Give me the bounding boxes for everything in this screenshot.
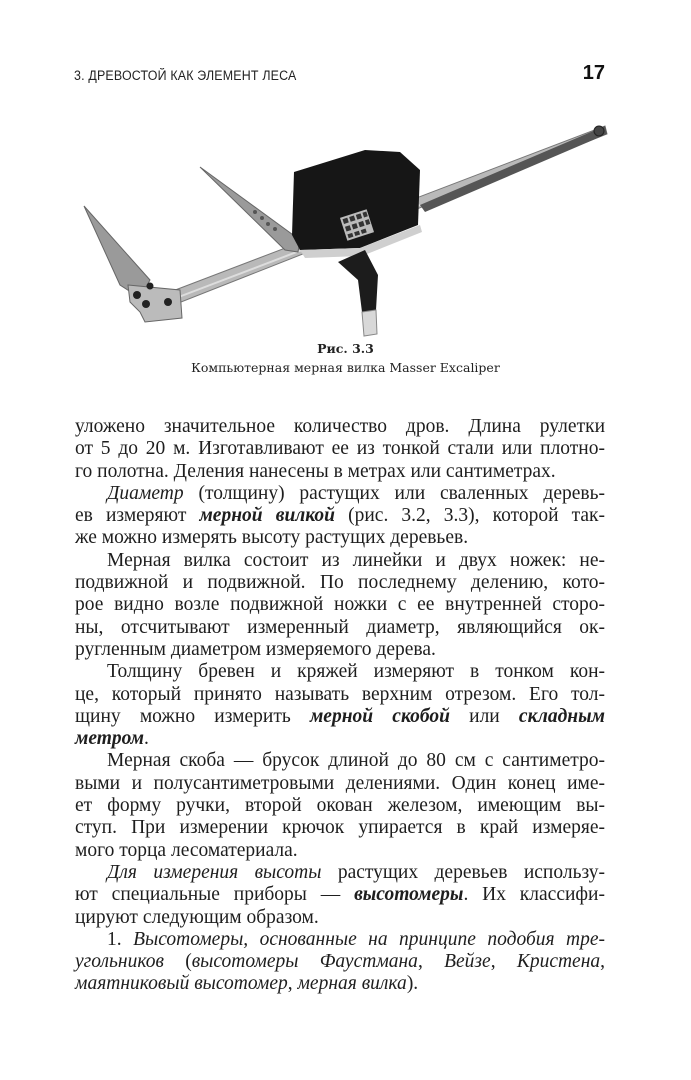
body-text bbox=[75, 416, 605, 996]
text-run: же можно измерять высоту растущих деревьев. bbox=[75, 527, 469, 549]
text-run: . Их классифи- bbox=[463, 884, 605, 906]
term-emphasis: складным bbox=[518, 705, 605, 727]
text-run: или bbox=[449, 705, 519, 727]
text-line bbox=[75, 929, 605, 951]
text-run: ет форму ручки, второй окован железом, имеющим вы- bbox=[75, 795, 605, 817]
text-run: ругленным диаметром измеряемого дерева. bbox=[75, 638, 436, 660]
text-line bbox=[75, 907, 605, 929]
text-line bbox=[75, 505, 605, 527]
text-line bbox=[75, 840, 605, 862]
text-run: растущих деревьев использу- bbox=[321, 861, 605, 883]
text-run: (толщину) растущих или сваленных деревь- bbox=[183, 482, 605, 504]
text-run: ны, отсчитывают измеренный диаметр, являющийся ок- bbox=[75, 616, 605, 638]
text-line bbox=[75, 750, 605, 772]
italic-text: высотомеры Фаустмана bbox=[191, 951, 418, 973]
text-run: Толщину бревен и кряжей измеряют в тонком кон- bbox=[107, 661, 605, 683]
fixed-jaw bbox=[84, 206, 150, 298]
text-run: го полотна. Деления нанесены в метрах или сантиметрах. bbox=[75, 460, 556, 482]
text-line bbox=[75, 438, 605, 460]
italic-text: Диаметр bbox=[107, 482, 184, 504]
text-line bbox=[75, 706, 605, 728]
movable-jaw bbox=[200, 167, 300, 252]
text-run: подвижной и подвижной. По последнему делению, кото- bbox=[75, 572, 605, 594]
text-run: , bbox=[417, 951, 445, 973]
text-line bbox=[75, 862, 605, 884]
text-run: (рис. 3.2, 3.3), которой так- bbox=[335, 505, 605, 527]
text-line bbox=[75, 639, 605, 661]
text-line bbox=[75, 884, 605, 906]
text-line bbox=[75, 973, 605, 995]
italic-text: угольников bbox=[75, 951, 164, 973]
italic-text: Для измерения высоты bbox=[107, 861, 322, 883]
text-run: це, который принято называть верхним отрезом. Его тол- bbox=[75, 683, 605, 705]
term-emphasis: мерной вилкой bbox=[199, 505, 336, 527]
term-emphasis: высотомеры bbox=[354, 884, 464, 906]
text-run: ют специальные приборы — bbox=[75, 884, 355, 906]
italic-text: Высотомеры, основанные на принципе подобия тре- bbox=[133, 928, 606, 950]
text-run: . bbox=[144, 728, 149, 750]
text-line bbox=[75, 951, 605, 973]
text-run: уложено значительное количество дров. Длина рулетки bbox=[75, 416, 605, 437]
text-run: , bbox=[490, 951, 517, 973]
text-run: от 5 до 20 м. Изготавливают ее из тонкой стали или плотно- bbox=[75, 438, 605, 460]
text-run: Мерная скоба — брусок длиной до 80 см с сантиметро- bbox=[107, 750, 605, 772]
text-run: 1. bbox=[107, 928, 134, 950]
italic-text: Кристена bbox=[516, 951, 601, 973]
page-number: 17 bbox=[582, 62, 605, 84]
text-line bbox=[75, 527, 605, 549]
text-run: ( bbox=[163, 951, 192, 973]
italic-text: мерная вилка bbox=[297, 973, 407, 995]
text-line bbox=[75, 483, 605, 505]
running-title: 3. ДРЕВОСТОЙ КАК ЭЛЕМЕНТ ЛЕСА bbox=[74, 68, 297, 83]
caliper-photo bbox=[0, 0, 691, 340]
italic-text: Вейзе bbox=[444, 951, 491, 973]
text-line bbox=[75, 795, 605, 817]
text-run: рое видно возле подвижной ножки с ее внутренней сторо- bbox=[75, 594, 605, 616]
text-line bbox=[75, 684, 605, 706]
figure-number: Рис. 3.3 bbox=[317, 341, 374, 356]
term-emphasis: метром bbox=[75, 728, 145, 750]
italic-text: маятниковый высотомер bbox=[75, 973, 288, 995]
text-run: выми и полусантиметровыми делениями. Один конец име- bbox=[75, 772, 605, 794]
text-line bbox=[75, 661, 605, 683]
text-line bbox=[75, 728, 605, 750]
jaw-block bbox=[128, 285, 182, 322]
figure-caption: Компьютерная мерная вилка Masser Excaliper bbox=[191, 360, 500, 375]
text-line bbox=[75, 617, 605, 639]
text-line bbox=[75, 572, 605, 594]
text-line bbox=[75, 550, 605, 572]
text-run: , bbox=[287, 973, 298, 995]
text-line bbox=[75, 817, 605, 839]
text-run: щину можно измерить bbox=[75, 705, 310, 727]
text-line bbox=[75, 773, 605, 795]
text-run: , bbox=[600, 951, 606, 973]
text-run: цируют следующим образом. bbox=[75, 906, 319, 928]
handle bbox=[338, 250, 378, 312]
text-line bbox=[75, 416, 605, 438]
text-run: ступ. При измерении крючок упирается в край измеряе- bbox=[75, 817, 605, 839]
term-emphasis: мерной скобой bbox=[309, 705, 450, 727]
text-run: Мерная вилка состоит из линейки и двух ножек: не- bbox=[107, 549, 605, 571]
text-run: ев измеряют bbox=[75, 505, 200, 527]
text-line bbox=[75, 594, 605, 616]
text-line bbox=[75, 461, 605, 483]
text-run: ). bbox=[406, 973, 419, 995]
text-run: мого торца лесоматериала. bbox=[75, 839, 298, 861]
